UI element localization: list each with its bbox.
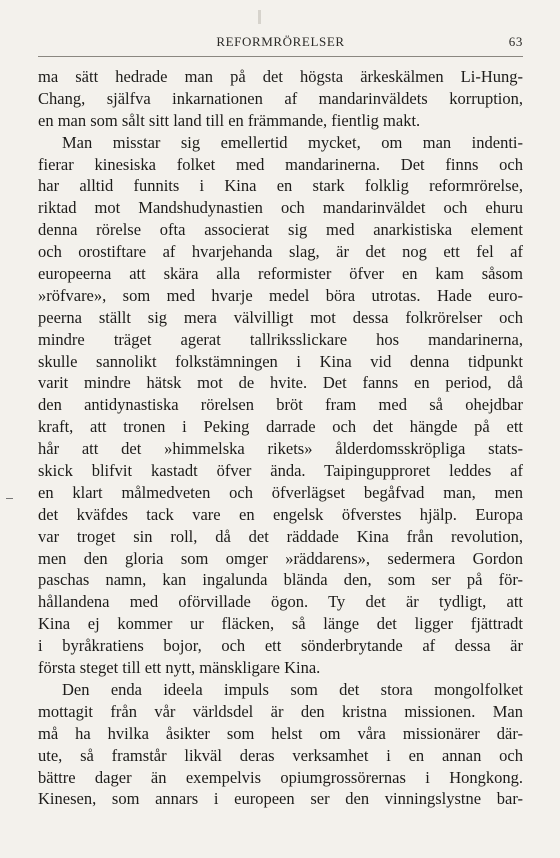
text-line: det kväfdes tack vare en engelsk öfverstes hjälp. Europa — [38, 504, 523, 524]
text-line: en klart målmedveten och öfverlägset begåfvad man, men — [38, 482, 523, 502]
text-line: peerna ställt sig mera välvilligt mot dessa folkrörelser och — [38, 307, 523, 327]
text-line: mindre träget agerat tallriksslickare hos mandarinerna, — [38, 329, 523, 349]
text-line: fierar kinesiska folket med mandarinerna. Det finns och — [38, 154, 523, 174]
text-line: paschas namn, kan ingalunda blända den, som ser på för- — [38, 570, 523, 590]
text-line: ute, så framstår likväl deras verksamhet i en annan och — [38, 745, 523, 765]
text-line: den antidynastiska rörelsen bröt fram med så ohejdbar — [38, 395, 523, 415]
text-line: och orostiftare af hvarjehanda slag, är det nog ett fel af — [38, 242, 523, 262]
text-line: skick blifvit kastadt öfver ända. Taipingupproret leddes af — [38, 461, 523, 481]
text-line: första steget till ett nytt, mänskligare Kina. — [38, 658, 321, 678]
text-line: Kinesen, som annars i europeen ser den vinningslystne bar- — [38, 789, 523, 809]
text-line: må ha hvilka åsikter som helst om våra missionärer där- — [38, 723, 523, 743]
text-line: mottagit från vår världsdel är den kristna missionen. Man — [38, 701, 523, 721]
text-line: ma sätt hedrade man på det högsta ärkeskälmen Li-Hung- — [38, 67, 523, 86]
book-page — [38, 0, 523, 858]
text-line: hållandena med oförvillade ögon. Ty det är tydligt, att — [38, 592, 523, 612]
header-rule — [38, 56, 523, 57]
margin-mark — [6, 498, 13, 499]
text-line: var troget sin roll, då det räddade Kina från revolution, — [38, 526, 523, 546]
text-line: riktad mot Mandshudynastien och mandarinväldet och ehuru — [38, 198, 523, 218]
text-line: »röfvare», som med hvarje medel böra utrotas. Hade euro- — [38, 285, 523, 305]
text-line: europeerna att skära alla reformister öfver en kam såsom — [38, 264, 523, 284]
text-line: en man som sålt sitt land till en främmande, fientlig makt. — [38, 110, 421, 130]
body-text — [38, 66, 523, 810]
page-number: 63 — [508, 34, 523, 49]
text-line: men den gloria som omger »räddarens», sedermera Gordon — [38, 548, 523, 568]
running-header — [38, 34, 523, 56]
text-line: i byråkratiens bojor, och ett sönderbrytande af dessa är — [38, 636, 523, 656]
text-line: varit mindre hätsk mot de hvite. Det fanns en period, då — [38, 373, 523, 393]
text-line: bättre dager än exempelvis opiumgrossörernas i Hongkong. — [38, 767, 523, 787]
text-line: kraft, att tronen i Peking darrade och det hängde på ett — [38, 417, 523, 437]
text-line: skulle sannolikt folkstämningen i Kina vid denna tidpunkt — [38, 351, 523, 371]
text-line: Den enda ideela impuls som det stora mongolfolket — [62, 679, 523, 699]
text-line: Kina ej kommer ur fläcken, så länge det ligger fjättradt — [38, 614, 523, 634]
text-line: Chang, själfva inkarnationen af mandarinväldets korruption, — [38, 88, 523, 108]
text-line: Man misstar sig emellertid mycket, om man indenti- — [62, 132, 523, 152]
text-line: hår att det »himmelska rikets» ålderdomsskröpliga stats- — [38, 439, 523, 459]
running-title: REFORMRÖRELSER — [216, 34, 345, 49]
text-line: denna rörelse ofta associerat sig med anarkistiska element — [38, 220, 523, 240]
text-line: har alltid funnits i Kina en stark folklig reformrörelse, — [38, 176, 523, 196]
